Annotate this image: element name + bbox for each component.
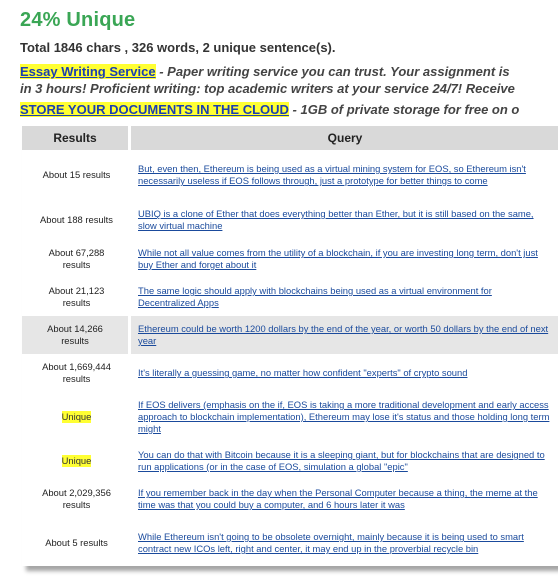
results-column-header: Results [22, 126, 131, 150]
ad-cloud-text: - 1GB of private storage for free on o [288, 102, 520, 117]
unique-badge: Unique [61, 455, 92, 466]
query-link[interactable]: Ethereum could be worth 1200 dollars by the end of the year, or worth 50 dollars by the end of next year [131, 316, 558, 354]
query-link[interactable]: If EOS delivers (emphasis on the if, EOS is taking a more traditional development and early access approach to blockchain implementation), Ethereum may lose it's status and those holding long term might [138, 399, 550, 434]
result-count: About 67,288 results [48, 247, 105, 270]
cloud-storage-link[interactable]: STORE YOUR DOCUMENTS IN THE CLOUD [20, 102, 289, 117]
ad-essay-writing [20, 63, 515, 97]
results-table-container [22, 126, 558, 566]
query-link[interactable]: If you remember back in the day when the Personal Computer because a thing, the meme at the time was that you could buy a computer, and 6 hours later it was [138, 487, 538, 510]
query-link[interactable]: The same logic should apply with blockchains being used as a virtual environment for Decentralized Apps [138, 285, 492, 308]
table-row [22, 278, 558, 316]
query-link[interactable]: You can do that with Bitcoin because it is a sleeping giant, but for blockchains that are designed to run applications (or in the case of EOS, simulation a global "epic" [138, 449, 545, 472]
result-count: About 2,029,356 results [42, 487, 111, 510]
table-row [22, 354, 558, 392]
result-count: About 15 results [42, 169, 111, 180]
query-link[interactable]: UBIQ is a clone of Ether that does everything better than Ether, but it is still based on the same, slow virtual machine [138, 208, 534, 231]
table-row [22, 392, 558, 442]
essay-writing-link[interactable]: Essay Writing Service [20, 64, 156, 79]
result-count: About 1,669,444 results [42, 361, 111, 384]
query-column-header: Query [131, 126, 558, 150]
result-count [22, 442, 131, 480]
text-stats-summary: Total 1846 chars , 326 words, 2 unique sentence(s). [20, 40, 336, 55]
query-link[interactable]: It's literally a guessing game, no matter how confident "experts" of crypto sound [138, 367, 468, 378]
query-link[interactable]: While not all value comes from the utility of a blockchain, if you are investing long term, don't just buy Ether and forget about it [138, 247, 538, 270]
table-row [22, 240, 558, 278]
table-header-row [22, 126, 558, 150]
result-count: About 5 results [45, 537, 108, 548]
uniqueness-score: 24% Unique [20, 9, 136, 31]
ad-cloud-storage [20, 101, 519, 118]
unique-badge: Unique [61, 411, 92, 422]
table-row [22, 480, 558, 518]
results-table [22, 126, 558, 568]
table-row [22, 316, 558, 354]
table-row [22, 150, 558, 200]
result-count: About 14,266 results [22, 316, 131, 354]
result-count [22, 392, 131, 442]
table-row [22, 200, 558, 240]
result-count: About 188 results [40, 214, 113, 225]
ad-essay-text-line2: in 3 hours! Proficient writing: top academic writers at your service 24/7! Receive [20, 81, 515, 96]
ad-essay-text: - Paper writing service you can trust. Your assignment is [155, 64, 510, 79]
table-row [22, 518, 558, 568]
table-row [22, 442, 558, 480]
result-count: About 21,123 results [48, 285, 105, 308]
query-link[interactable]: But, even then, Ethereum is being used as a virtual mining system for EOS, so Ethereum isn't necessarily useless if EOS follows through, just a prototype for better things to come [138, 163, 526, 186]
query-link[interactable]: While Ethereum isn't going to be obsolete overnight, mainly because it is being used to smart contract new ICOs left, right and center, it may end up in the proverbial recycle bin [138, 531, 524, 554]
